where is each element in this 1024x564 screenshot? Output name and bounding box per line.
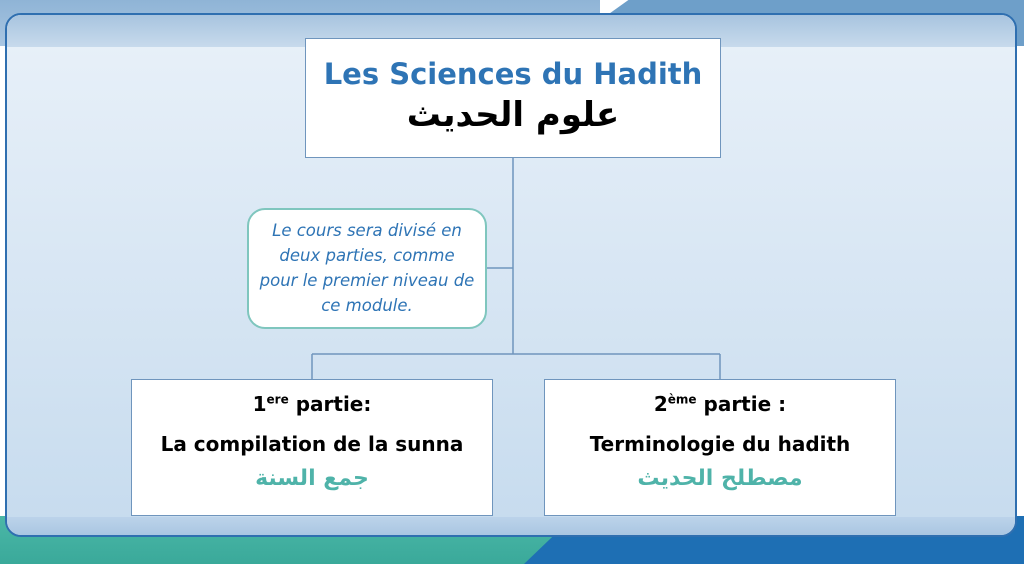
callout-text: Le cours sera divisé en deux parties, comme pour le premier niveau de ce module. — [259, 221, 475, 315]
part-1-title-arabic: جمع السنة — [255, 466, 369, 491]
title-french: Les Sciences du Hadith — [323, 57, 703, 91]
part-2-number: 2 — [653, 392, 668, 416]
part-2-ordinal-suffix: ème — [667, 392, 697, 407]
course-note-callout — [247, 208, 487, 329]
part-1-title-french: La compilation de la sunna — [160, 432, 464, 456]
part-2-box — [544, 379, 896, 516]
part-2-title-arabic: مصطلح الحديث — [637, 466, 803, 491]
part-2-title-french: Terminologie du hadith — [589, 432, 851, 456]
part-1-ordinal-suffix: ere — [266, 392, 289, 407]
part-1-box — [131, 379, 493, 516]
part-1-word: partie: — [288, 392, 372, 416]
part-1-number: 1 — [252, 392, 267, 416]
title-box — [305, 38, 721, 158]
part-2-word: partie : — [696, 392, 787, 416]
title-arabic: علوم الحديث — [406, 95, 620, 135]
part-2-heading — [545, 392, 895, 416]
part-1-heading — [132, 392, 492, 416]
